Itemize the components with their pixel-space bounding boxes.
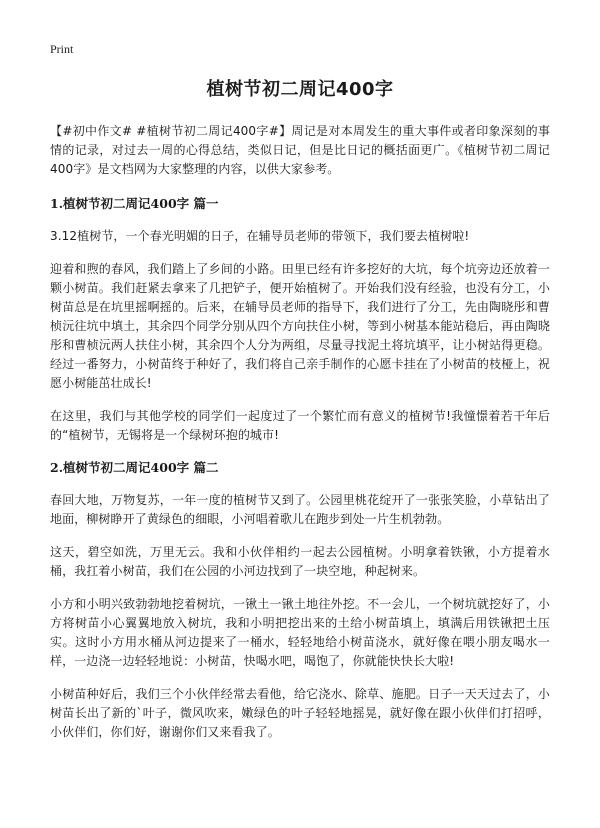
intro-paragraph: 【#初中作文# #植树节初二周记400字#】周记是对本周发生的重大事件或者印象深刻的事情的记录，对过去一周的心得总结，类似日记，但是比日记的概括面更广。《植树节初二周记400字》是文档网为大家整理的内容，以供大家参考。	[50, 124, 550, 176]
paragraph: 小方和小明兴致勃勃地挖着树坑，一锹土一锹土地往外挖。不一会儿，一个树坑就挖好了，小方将树苗小心翼翼地放入树坑，我和小明把挖出来的土给小树苗填上，填满后用铁锹把土压实。这时小方用水桶从河边提来了一桶水，轻轻地给小树苗浇水，就好像在喂小朋友喝水一样，一边浇一边轻轻地说：小树苗，快喝水吧，喝饱了，你就能快快长大啦!	[50, 597, 550, 668]
paragraph: 春回大地，万物复苏，一年一度的植树节又到了。公园里桃花绽开了一张张笑脸，小草钻出了地面，柳树睁开了黄绿色的细眼，小河唱着歌儿在跑步到处一片生机勃勃。	[50, 493, 550, 526]
print-link[interactable]: Print	[50, 42, 74, 56]
paragraph: 3.12植树节，一个春光明媚的日子，在辅导员老师的带领下，我们要去植树啦!	[50, 229, 470, 243]
section-2	[50, 459, 550, 742]
paragraph: 迎着和煦的春风，我们踏上了乡间的小路。田里已经有许多挖好的大坑，每个坑旁边还放着一颗小树苗。我们赶紧去拿来了几把铲子，便开始植树了。开始我们没有经验，也没有分工，小树苗总是在坑里摇啊摇的。后来，在辅导员老师的指导下，我们进行了分工，先由陶晓彤和曹桢沅往坑中填土，其余四个同学分别从四个方向扶住小树，等到小树基本能站稳后，再由陶晓彤和曹桢沅两人扶住小树，其余四个人分为两组，尽量寻找泥土将坑填平，让小树站得更稳。经过一番努力，小树苗终于种好了，我们将自己亲手制作的心愿卡挂在了小树苗的枝桠上，祝愿小树能茁壮成长!	[50, 262, 550, 390]
paragraph: 小树苗种好后，我们三个小伙伴经常去看他，给它浇水、除草、施肥。日子一天天过去了，小树苗长出了新的`叶子，微风吹来，嫩绿色的叶子轻轻地摇晃，就好像在跟小伙伴们打招呼，小伙伴们，你们好，谢谢你们又来看我了。	[50, 687, 550, 739]
section-heading: 2.植树节初二周记400字 篇二	[50, 460, 219, 475]
section-heading: 1.植树节初二周记400字 篇一	[50, 196, 219, 211]
page-title: 植树节初二周记400字	[206, 79, 394, 100]
section-1	[50, 195, 550, 445]
paragraph: 在这里，我们与其他学校的同学们一起度过了一个繁忙而有意义的植树节!我憧憬着若干年后的“植树节，无锡将是一个绿树环抱的城市!	[50, 409, 550, 442]
paragraph: 这天，碧空如洗，万里无云。我和小伙伴相约一起去公园植树。小明拿着铁锹，小方提着水桶，我扛着小树苗，我们在公园的小河边找到了一块空地，种起树来。	[50, 545, 550, 578]
